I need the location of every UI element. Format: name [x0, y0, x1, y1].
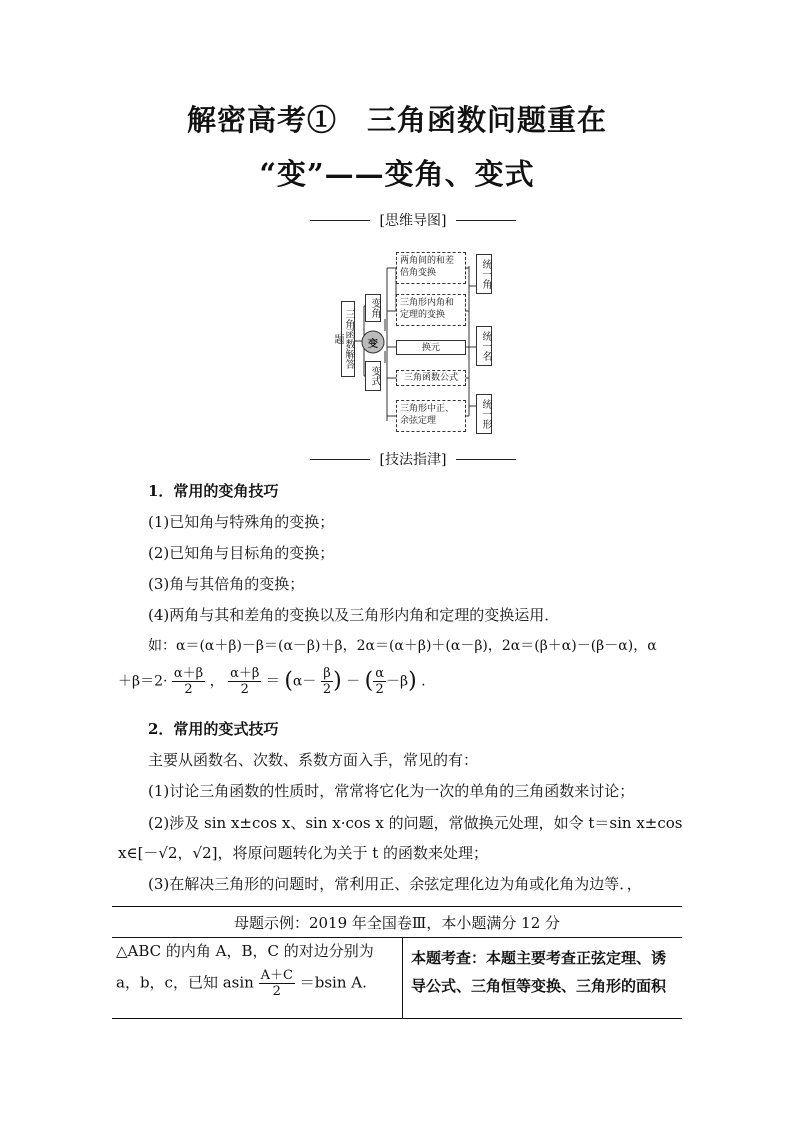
mind-map-center: 变: [368, 339, 378, 350]
mind-map-item-2: 三角形内角和定理的变换: [396, 294, 466, 326]
example-line-1: 如：α＝(α＋β)－β＝(α－β)＋β，2α＝(α＋β)＋(α－β)，2α＝(β＋α)－(β－α)，α: [148, 638, 657, 654]
example-left-cell: [112, 938, 403, 1019]
fraction-1: [172, 666, 205, 697]
mind-map-right-1: 统一角: [476, 254, 492, 294]
example-left-line-2: [116, 968, 398, 999]
heading-angle-techniques: 1．常用的变角技巧: [148, 482, 279, 500]
example-right-cell: 本题考查：本题主要考查正弦定理、诱导公式、三角恒等变换、三角形的面积: [403, 938, 683, 1019]
mind-map-diagram: [332, 246, 498, 436]
fraction-3-num: β: [321, 666, 333, 682]
mind-map-right-3: 统一形: [476, 394, 492, 434]
mind-map-label: [310, 210, 516, 230]
page-title-line1: 解密高考① 三角函数问题重在: [186, 103, 607, 137]
fraction-3-den: 2: [322, 682, 332, 697]
fraction-4: [373, 666, 386, 697]
fraction-4-num: α: [375, 666, 384, 681]
example-minus: －: [346, 673, 361, 690]
example-end: .: [421, 673, 426, 690]
example-fraction-den: 2: [272, 984, 281, 999]
example-fraction-num: A＋C: [260, 968, 293, 983]
technique-label: [310, 449, 516, 469]
angle-item-3: (3)角与其倍角的变换；: [148, 575, 305, 593]
mind-map-branch-bottom: 变式: [365, 361, 381, 391]
angle-item-1: (1)已知角与特殊角的变换；: [148, 513, 335, 531]
example-left-line-2-start: a，b，c，已知 asin: [116, 973, 254, 992]
mind-map-label-text: [思维导图]: [379, 213, 447, 229]
technique-label-text: [技法指津]: [379, 452, 447, 468]
fraction-1-num: α＋β: [173, 666, 204, 681]
form-item-2-cont: x∈[－√2，√2]，将原问题转化为关于 t 的函数来处理；: [118, 844, 489, 862]
mind-map-item-3: 换元: [396, 340, 466, 355]
page-title-line2: “变”——变角、变式: [259, 157, 535, 191]
form-intro: 主要从函数名、次数、系数方面入手，常见的有：: [148, 751, 479, 769]
heading-form-techniques: 2．常用的变式技巧: [148, 720, 279, 738]
angle-item-2: (2)已知角与目标角的变换；: [148, 544, 335, 562]
example-line-2: ＋β＝2· $\frac{\alpha+\beta}{2}$ ， $\frac{\alpha+\beta}{2}$ ＝ (α－ $\frac{\beta}{2}$ ) － ( $\frac{\alpha}{2}$ －β) .: [118, 666, 426, 697]
mind-map-root: 三角函数解答题: [341, 301, 355, 377]
mind-map-branch-top: 变角: [365, 294, 381, 322]
example-fraction: [259, 968, 295, 999]
angle-item-4: (4)两角与其和差角的变换以及三角形内角和定理的变换运用．: [148, 606, 560, 624]
fraction-3: [321, 666, 333, 697]
fraction-2: [228, 666, 261, 697]
mind-map-right-2: 统一名: [476, 326, 492, 366]
form-item-3: (3)在解决三角形的问题时，常利用正、余弦定理化边为角或化角为边等．，: [148, 875, 642, 893]
fraction-2-num: α＋β: [230, 666, 260, 681]
form-item-2: (2)涉及 sin x±cos x、sin x·cos x 的问题，常做换元处理，如令 t＝sin x±cos: [148, 814, 683, 832]
example-header: 母题示例：2019 年全国卷Ⅲ，本小题满分 12 分: [112, 907, 682, 938]
mind-map-item-1: 两角间的和差倍角变换: [396, 252, 466, 284]
paren-2-end: －β: [385, 673, 409, 690]
example-line-2-start: ＋β＝2·: [118, 673, 168, 690]
paren-1-start: α－: [292, 673, 317, 690]
fraction-2-den: 2: [240, 682, 249, 697]
example-table: [112, 906, 682, 1019]
fraction-1-den: 2: [184, 682, 193, 697]
form-item-1: (1)讨论三角函数的性质时，常常将它化为一次的单角的三角函数来讨论；: [148, 782, 635, 800]
mind-map-item-4: 三角函数公式: [396, 370, 466, 386]
example-left-line-2-end: ＝bsin A.: [299, 973, 367, 992]
example-comma: ，: [209, 673, 224, 690]
example-equals: ＝: [265, 673, 280, 690]
mind-map-item-5: 三角形中正、余弦定理: [396, 400, 466, 432]
fraction-4-den: 2: [375, 682, 384, 697]
example-left-line-1: △ABC 的内角 A，B，C 的对边分别为: [116, 942, 374, 960]
